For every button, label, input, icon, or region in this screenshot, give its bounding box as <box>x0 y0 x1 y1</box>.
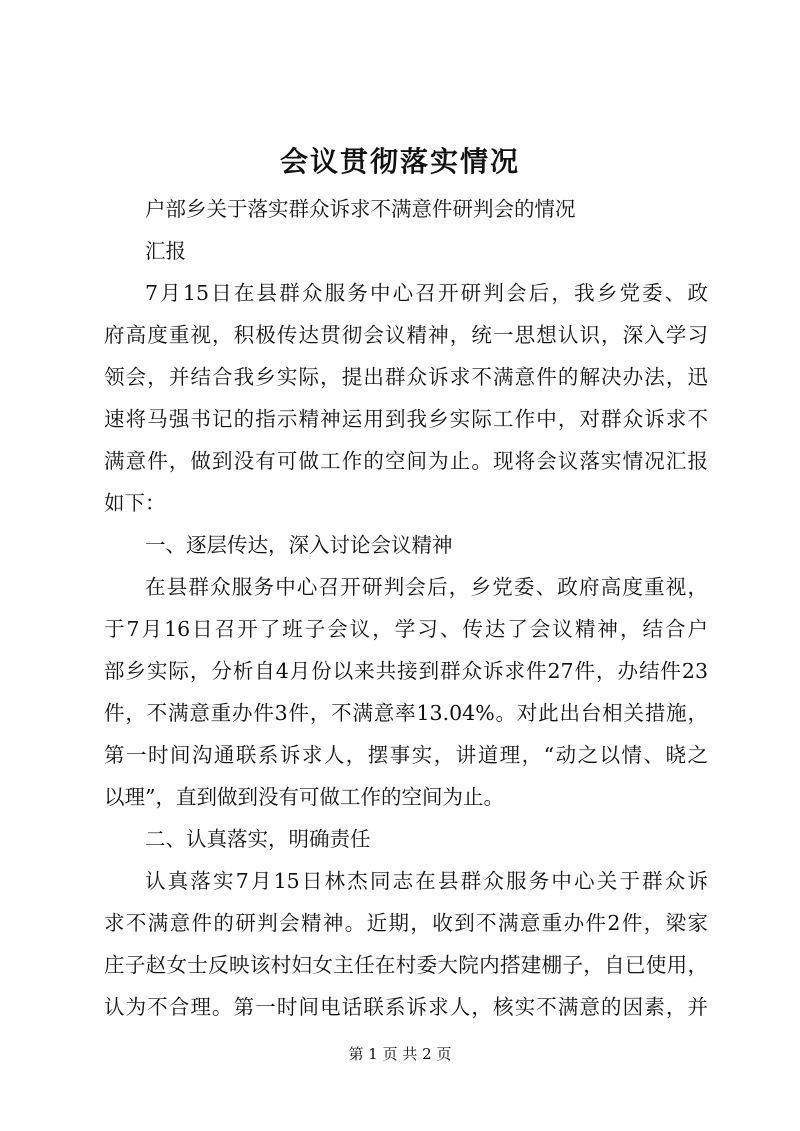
paragraph-line: 满意件，做到没有可做工作的空间为止。现将会议落实情况汇报 <box>104 449 708 473</box>
paragraph-line: 部乡实际，分析自4月份以来共接到群众诉求件27件，办结件23 <box>104 659 708 683</box>
page-number: 第 1 页 共 2 页 <box>348 1045 452 1063</box>
section-heading: 一、逐层传达，深入讨论会议精神 <box>145 533 453 557</box>
document-body <box>104 188 708 1028</box>
paragraph-line: 速将马强书记的指示精神运用到我乡实际工作中，对群众诉求不 <box>104 407 708 431</box>
paragraph-line: 在县群众服务中心召开研判会后，乡党委、政府高度重视， <box>145 575 708 599</box>
paragraph-line: 领会，并结合我乡实际，提出群众诉求不满意件的解决办法，迅 <box>104 365 708 389</box>
paragraph-line: 件，不满意重办件3件，不满意率13.04%。对此出台相关措施， <box>104 701 708 725</box>
paragraph-line: 7月15日在县群众服务中心召开研判会后，我乡党委、政 <box>145 281 708 305</box>
paragraph-line: 求不满意件的研判会精神。近期，收到不满意重办件2件，梁家 <box>104 911 708 935</box>
paragraph-line: 于7月16日召开了班子会议，学习、传达了会议精神，结合户 <box>104 617 708 641</box>
paragraph-line: 汇报 <box>145 239 186 263</box>
paragraph-line: 户部乡关于落实群众诉求不满意件研判会的情况 <box>145 197 576 221</box>
section-heading: 二、认真落实，明确责任 <box>145 827 371 851</box>
paragraph-line: 以理”，直到做到没有可做工作的空间为止。 <box>104 785 504 809</box>
paragraph-line: 认为不合理。第一时间电话联系诉求人，核实不满意的因素，并 <box>104 995 708 1019</box>
paragraph-line: 认真落实7月15日林杰同志在县群众服务中心关于群众诉 <box>145 869 708 893</box>
document-title: 会议贯彻落实情况 <box>279 145 520 178</box>
paragraph-line: 如下： <box>104 491 166 515</box>
paragraph-line: 第一时间沟通联系诉求人，摆事实，讲道理，“动之以情、晓之 <box>104 743 708 767</box>
paragraph-line: 府高度重视，积极传达贯彻会议精神，统一思想认识，深入学习 <box>104 323 708 347</box>
paragraph-line: 庄子赵女士反映该村妇女主任在村委大院内搭建棚子，自已使用， <box>104 953 708 977</box>
